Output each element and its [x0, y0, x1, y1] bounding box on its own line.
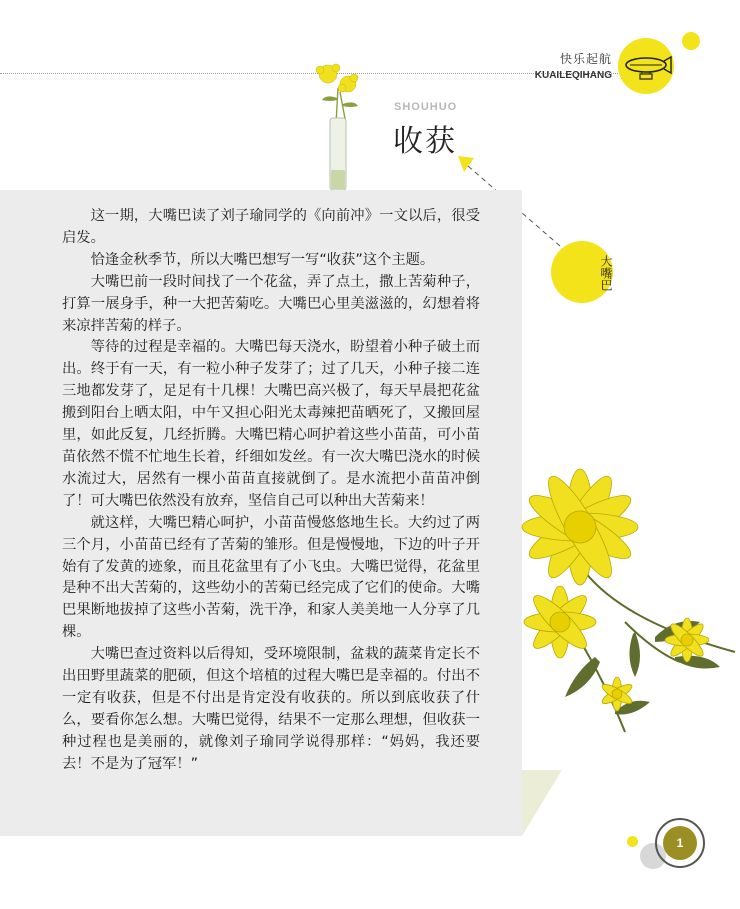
paragraph: 等待的过程是幸福的。大嘴巴每天浇水，盼望着小种子破土而出。终于有一天，有一粒小种子发芽了；过了几天，小种子接二连三地都发芽了，足足有十几棵！大嘴巴高兴极了，每天早晨把花盆搬到阳台上晒太阳，中午又担心阳光太毒辣把苗晒死了，又搬回屋里，如此反复，几经折腾。大嘴巴精心呵护着这些小苗苗，可小苗苗依然不慌不忙地生长着，纤细如发丝。有一次大嘴巴浇水的时候水流过大，居然有一棵小苗苗直接就倒了。是水流把小苗苗冲倒了！可大嘴巴依然没有放弃，坚信自己可以种出大苦菊来！	[62, 339, 480, 509]
brand-name-cn: 快乐起航	[559, 52, 612, 66]
author-name: 大嘴巴	[599, 255, 613, 291]
brand	[535, 50, 612, 81]
page-number: 1	[663, 826, 697, 860]
paragraph: 就这样，大嘴巴精心呵护，小苗苗慢悠悠地生长。大约过了两三个月，小苗苗已经有了苦菊的雏形。但是慢慢地，下边的叶子开始有了发黄的迹象，而且花盆里有了小飞虫。大嘴巴觉得，花盆里是种不出大苦菊的，这些幼小的苦菊已经完成了它们的使命。大嘴巴果断地拔掉了这些小苦菊，洗干净，和家人美美地一人分享了几棵。	[62, 514, 480, 641]
flower-vase-icon	[308, 58, 368, 196]
article-body	[62, 206, 480, 776]
brand-name-en: KUAILEQIHANG	[534, 70, 612, 81]
page-number-badge	[655, 818, 705, 868]
author-badge	[551, 241, 613, 303]
airship-icon	[614, 36, 682, 100]
page-title: 收获	[393, 124, 457, 159]
chrysanthemum-flowers-icon	[505, 452, 740, 746]
paragraph: 这一期，大嘴巴读了刘子瑜同学的《向前冲》一文以后，很受启发。	[62, 208, 480, 246]
decor-dot	[627, 836, 638, 847]
panel-fold-corner	[522, 770, 566, 840]
title-pinyin: SHOUHUO	[394, 101, 458, 113]
paragraph: 大嘴巴前一段时间找了一个花盆，弄了点土，撒上苦菊种子，打算一展身手，种一大把苦菊吃。大嘴巴心里美滋滋的，幻想着将来凉拌苦菊的样子。	[62, 273, 480, 334]
paragraph: 大嘴巴查过资料以后得知，受环境限制，盆栽的蔬菜肯定长不出田野里蔬菜的肥硕，但这个培植的过程大嘴巴是幸福的。付出不一定有收获，但是不付出是肯定没有收获的。所以到底收获了什么，要看你怎么想。大嘴巴觉得，结果不一定那么理想，但收获一种过程也是美丽的，就像刘子瑜同学说得那样：“妈妈，我还要去！不是为了冠军！”	[62, 646, 480, 772]
paragraph: 恰逢金秋季节，所以大嘴巴想写一写“收获”这个主题。	[90, 251, 435, 268]
decor-dot	[682, 32, 700, 50]
